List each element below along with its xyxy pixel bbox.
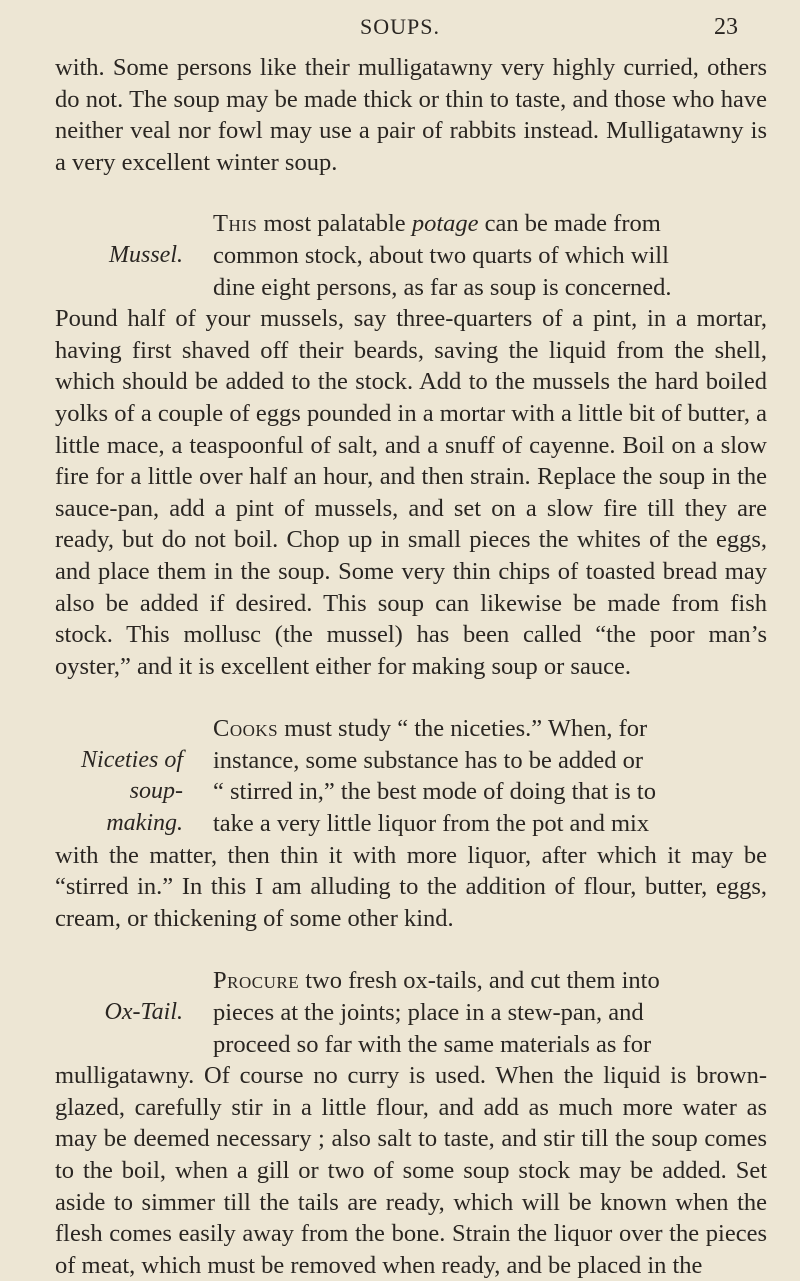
- running-head: SOUPS.: [360, 14, 440, 39]
- oxtail-indented-line: proceed so far with the same materials as for: [213, 1030, 652, 1058]
- mussel-first-line: [55, 208, 767, 240]
- page-header: [0, 14, 800, 44]
- oxtail-indented-line: pieces at the joints; place in a stew-pan, and: [213, 999, 644, 1027]
- niceties-section: [55, 713, 767, 934]
- mussel-section: [55, 208, 767, 682]
- oxtail-first-line: [55, 965, 767, 997]
- intro-paragraph: with. Some persons like their mulligatawny very highly curried, others do not. The soup may be made thick or thin to taste, and those who have neither veal nor fowl may use a pair of rabbits instead. Mulligatawny is a very excellent winter soup.: [55, 54, 767, 176]
- oxtail-lead-word: Procure: [213, 967, 300, 995]
- margin-label-niceties: [33, 745, 183, 840]
- oxtail-body-text: mulligatawny. Of course no curry is used. When the liquid is brown-glazed, carefully stir in a little flour, and add as much more water as may be deemed necessary ; also salt to taste, and stir till the soup comes to the boil, when a gill or two of some soup stock may be added. Set aside to simmer till the tails are ready, which will be known when the flesh comes easily away from the bone. Strain the liquor over the pieces of meat, which must be removed when ready, and be placed in the: [55, 1062, 767, 1279]
- margin-label-niceties-line: Niceties of soup-: [81, 746, 183, 805]
- mussel-lead-text: most palatable: [257, 210, 412, 238]
- niceties-lead-text: must study “ the niceties.” When, for: [278, 715, 648, 743]
- margin-label-oxtail: Ox-Tail.: [104, 999, 183, 1026]
- mussel-italic-word: potage: [411, 210, 479, 238]
- page-number: 23: [714, 14, 738, 40]
- niceties-indented-line: take a very little liquor from the pot and mix: [213, 810, 650, 838]
- mussel-body-text: Pound half of your mussels, say three-quarters of a pint, in a mortar, having first shaved off their beards, saving the liquid from the shell, which should be added to the stock. Add to the mussels the hard boiled yolks of a couple of eggs pounded in a mortar with a little bit of butter, a little mace, a teaspoonful of salt, and a snuff of cayenne. Boil on a slow fire for a little over half an hour, and then strain. Replace the soup in the sauce-pan, add a pint of mussels, and set on a slow fire till they are ready, but do not boil. Chop up in small pieces the whites of the eggs, and place them in the soup. Some very thin chips of toasted bread may also be added if desired. This soup can likewise be made from fish stock. This mollusc (the mussel) has been called “the poor man’s oyster,” and it is excellent either for making soup or sauce.: [55, 305, 767, 680]
- mussel-lead-text-2: can be made from: [478, 210, 661, 238]
- niceties-indented-line: instance, some substance has to be added or: [213, 746, 643, 774]
- margin-label-mussel: Mussel.: [109, 241, 183, 268]
- niceties-lead-word: Cooks: [213, 715, 279, 743]
- mussel-paragraph: [55, 208, 767, 682]
- niceties-first-line: [55, 713, 767, 745]
- margin-label-niceties-line: making.: [106, 810, 183, 837]
- mussel-indented-line: dine eight persons, as far as soup is concerned.: [213, 273, 672, 301]
- niceties-indented-line: “ stirred in,” the best mode of doing that is to: [213, 778, 656, 806]
- mussel-indented-line: common stock, about two quarts of which will: [213, 241, 669, 269]
- oxtail-lead-text: two fresh ox-tails, and cut them into: [299, 967, 660, 995]
- niceties-body-text: with the matter, then thin it with more liquor, after which it may be “stirred in.” In this I am alluding to the addition of flour, butter, eggs, cream, or thickening of some other kind.: [55, 841, 767, 932]
- mussel-lead-word: This: [213, 210, 258, 238]
- oxtail-section: [55, 965, 767, 1281]
- body-text: [55, 52, 767, 1281]
